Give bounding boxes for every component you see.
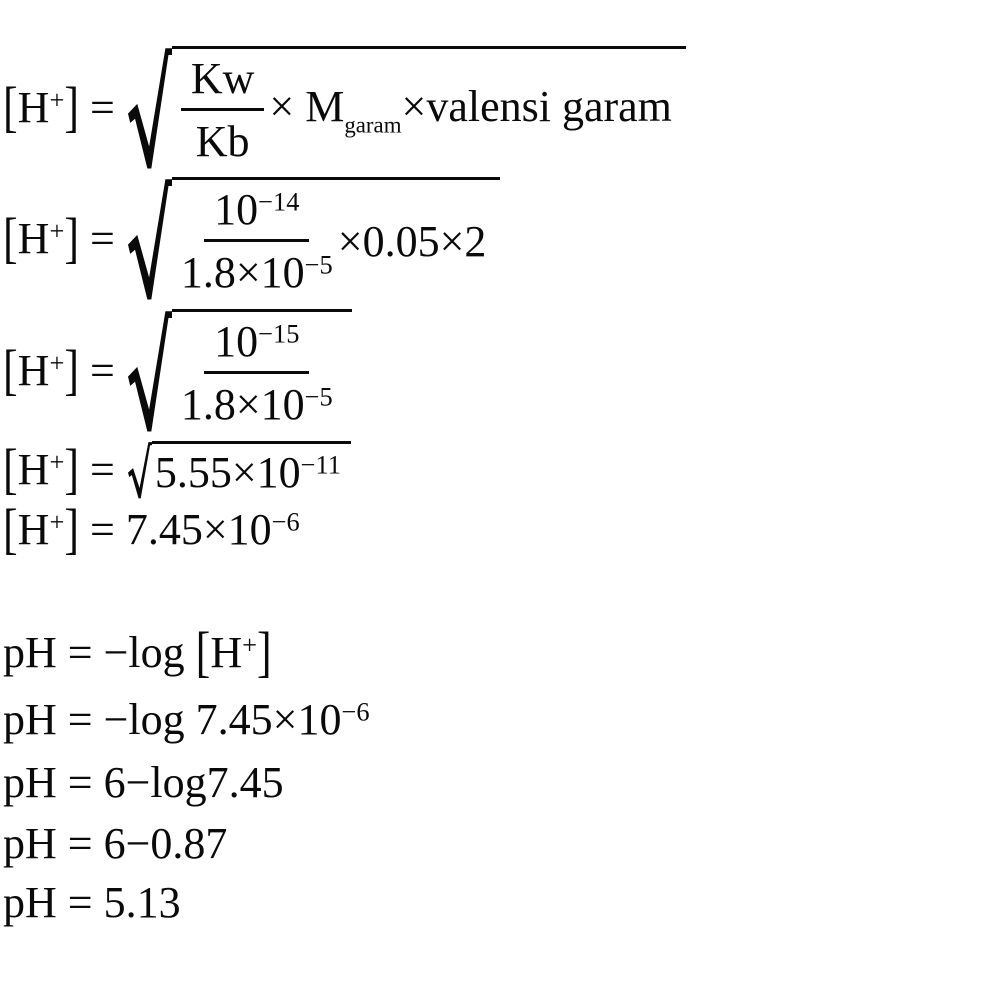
- coefficient: 1.8: [180, 380, 236, 429]
- ph-equation-2: [3, 694, 994, 745]
- rhs-value: 6−log7.45: [103, 757, 284, 807]
- times-sign: ×: [235, 248, 261, 297]
- exponent: −11: [300, 449, 341, 480]
- exponent: −6: [271, 505, 300, 536]
- radicand-value: [155, 447, 341, 498]
- fraction-kw-over-kb-values: [181, 184, 333, 298]
- ph-equation-3: [3, 757, 994, 808]
- h-symbol: H: [17, 83, 50, 132]
- coefficient: 1.8: [180, 248, 236, 297]
- ph-definition: [3, 620, 272, 683]
- square-root: [128, 46, 686, 169]
- radicand: [172, 177, 501, 300]
- equals-sign: =: [67, 818, 93, 868]
- times-sign: ×: [231, 447, 257, 497]
- valensi-garam-label: valensi garam: [426, 82, 672, 132]
- equals-sign: =: [89, 346, 115, 395]
- plus-superscript: +: [242, 628, 257, 659]
- times-sign: ×: [269, 82, 306, 132]
- exponent: −14: [258, 186, 300, 217]
- h-symbol: H: [17, 504, 50, 554]
- fraction-denominator: [181, 242, 333, 298]
- plus-superscript: +: [49, 84, 65, 115]
- left-bracket: [: [3, 497, 18, 560]
- square-root: [128, 177, 501, 300]
- fraction-kw-kb: [181, 53, 265, 167]
- multiplier-terms: [338, 216, 487, 267]
- h-concentration-lhs: [3, 206, 126, 270]
- fraction-denominator: [181, 374, 333, 430]
- ph-equation-1: [3, 620, 994, 683]
- factor-valence: 2: [464, 216, 487, 266]
- exponent: −5: [304, 249, 333, 280]
- ph-symbol: pH: [3, 694, 57, 744]
- left-bracket: [: [3, 437, 18, 501]
- negative-log-value: −log 7.45×10: [103, 694, 342, 744]
- equation-line-4: [3, 437, 994, 501]
- equals-sign: =: [67, 757, 93, 807]
- fraction-numerator: [204, 316, 309, 374]
- fraction-numerator: Kw: [181, 53, 265, 111]
- negative-log: −log: [103, 627, 196, 677]
- fraction-denominator: Kb: [195, 117, 250, 166]
- right-bracket: ]: [64, 206, 79, 270]
- square-root: [128, 441, 351, 499]
- ph-substitution: [3, 694, 370, 745]
- right-bracket: ]: [64, 338, 79, 402]
- square-root: [128, 309, 352, 432]
- ph-symbol: pH: [3, 818, 57, 868]
- right-bracket: ]: [64, 75, 79, 139]
- h-symbol: H: [17, 445, 50, 495]
- equation-line-1: [3, 46, 994, 169]
- radical-sign-icon: [128, 441, 152, 499]
- ph-symbol: pH: [3, 757, 57, 807]
- times-sign: ×: [439, 216, 465, 266]
- times-sign: ×: [202, 504, 228, 554]
- h-concentration-lhs: [3, 338, 126, 402]
- left-bracket: [: [3, 75, 18, 139]
- equals-sign: =: [67, 694, 93, 744]
- times-sign: ×: [401, 82, 427, 132]
- left-bracket: [: [3, 338, 18, 402]
- ph-equation-4: [3, 818, 994, 869]
- base-ten: 10: [214, 317, 259, 366]
- plus-superscript: +: [49, 446, 65, 477]
- equation-line-2: [3, 177, 994, 300]
- equals-sign: =: [89, 504, 115, 554]
- h-concentration-lhs: [3, 75, 126, 139]
- ph-arithmetic: [3, 818, 227, 869]
- base-ten: 10: [260, 380, 305, 429]
- equals-sign: =: [67, 627, 93, 677]
- equation-line-5: [3, 497, 994, 560]
- right-bracket: ]: [64, 437, 79, 501]
- h-concentration-result: [3, 497, 300, 560]
- ph-result: [3, 877, 181, 928]
- plus-superscript: +: [49, 505, 65, 536]
- h-symbol: H: [210, 627, 243, 677]
- rhs-value: 6−0.87: [103, 818, 228, 868]
- fraction-simplified: [181, 316, 333, 430]
- radicand: [172, 309, 352, 432]
- h-concentration-lhs: [3, 437, 126, 501]
- plus-superscript: +: [49, 215, 65, 246]
- coefficient: 5.55: [154, 447, 232, 497]
- times-sign: ×: [235, 380, 261, 429]
- equals-sign: =: [89, 214, 115, 263]
- equals-sign: =: [89, 83, 115, 132]
- coefficient: 7.45: [125, 504, 203, 554]
- molarity-symbol: M: [305, 82, 345, 132]
- radical-sign-icon: [128, 309, 172, 432]
- ph-symbol: pH: [3, 877, 57, 927]
- right-bracket: ]: [64, 497, 79, 560]
- ph-symbol: pH: [3, 627, 57, 677]
- ph-equation-final: [3, 877, 994, 928]
- left-bracket: [: [3, 206, 18, 270]
- radical-sign-icon: [128, 177, 172, 300]
- right-bracket: ]: [256, 620, 272, 683]
- base-ten: 10: [214, 185, 259, 234]
- exponent: −15: [258, 318, 300, 349]
- left-bracket: [: [195, 620, 211, 683]
- radicand: [172, 46, 686, 169]
- plus-superscript: +: [49, 347, 65, 378]
- equals-sign: =: [67, 877, 93, 927]
- molarity-terms: [269, 81, 672, 138]
- equation-line-3: [3, 309, 994, 432]
- exponent: −6: [341, 695, 370, 726]
- ph-expansion: [3, 757, 284, 808]
- factor-molarity: 0.05: [362, 216, 440, 266]
- base-ten: 10: [227, 504, 272, 554]
- radicand: [152, 441, 351, 499]
- base-ten: 10: [260, 248, 305, 297]
- garam-subscript: garam: [344, 112, 402, 138]
- h-symbol: H: [17, 214, 50, 263]
- rhs-value: 5.13: [103, 877, 181, 927]
- equals-sign: =: [89, 445, 115, 495]
- times-sign: ×: [337, 216, 363, 266]
- radical-sign-icon: [128, 46, 172, 169]
- base-ten: 10: [256, 447, 301, 497]
- fraction-numerator: [204, 184, 309, 242]
- h-symbol: H: [17, 346, 50, 395]
- exponent: −5: [304, 381, 333, 412]
